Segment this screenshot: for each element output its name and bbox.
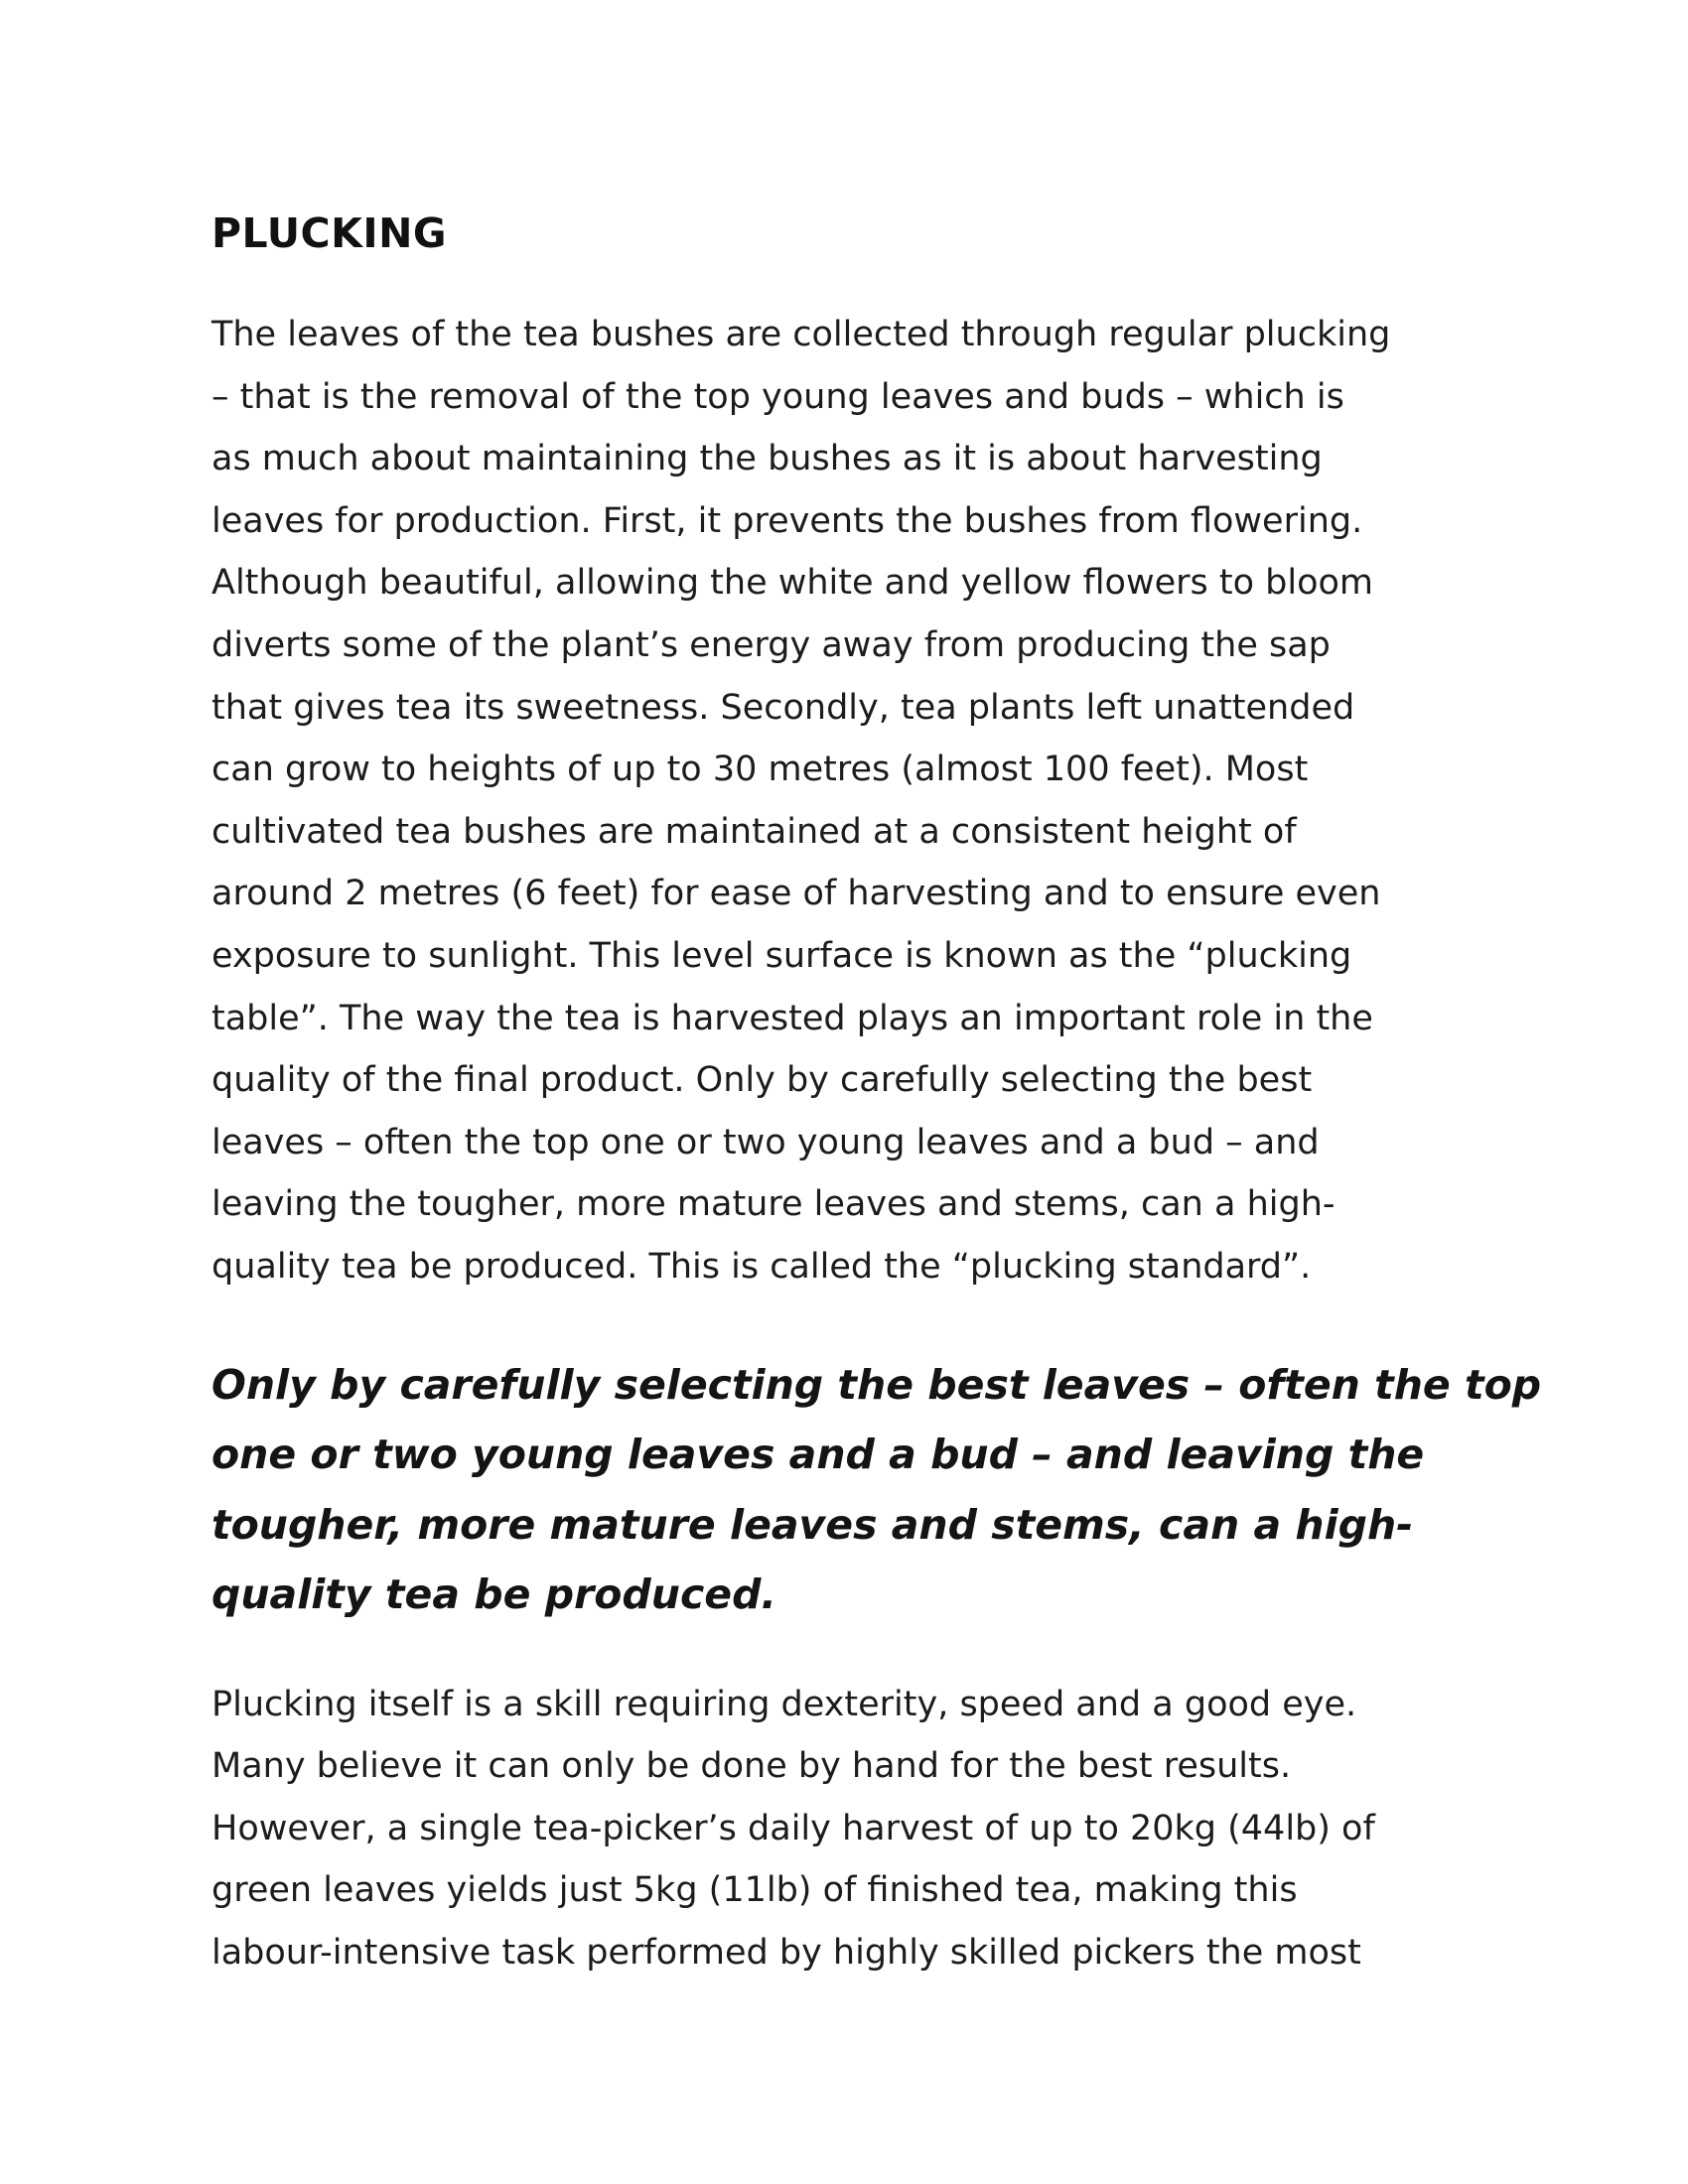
text-line: The leaves of the tea bushes are collected through regular plucking [211, 315, 1391, 354]
text-line: table”. The way the tea is harvested plays an important role in the [211, 998, 1373, 1038]
pull-quote [211, 1350, 1542, 1630]
text-line: around 2 metres (6 feet) for ease of harvesting and to ensure even [211, 874, 1381, 914]
text-line: green leaves yields just 5kg (11lb) of finished tea, making this [211, 1870, 1298, 1911]
quote-line: one or two young leaves and a bud – and leaving the [211, 1431, 1425, 1478]
text-line: leaving the tougher, more mature leaves and stems, can a high- [211, 1184, 1336, 1225]
text-line: Plucking itself is a skill requiring dexterity, speed and a good eye. [211, 1684, 1357, 1724]
body-paragraph-1 [211, 304, 1492, 1298]
text-line: cultivated tea bushes are maintained at a consistent height of [211, 811, 1297, 852]
text-line: can grow to heights of up to 30 metres (almost 100 feet). Most [211, 750, 1309, 790]
text-line: exposure to sunlight. This level surface is known as the “plucking [211, 935, 1352, 976]
text-line: as much about maintaining the bushes as it is about harvesting [211, 439, 1323, 479]
quote-line: tougher, more mature leaves and stems, can a high- [211, 1500, 1414, 1549]
text-line: quality of the final product. Only by carefully selecting the best [211, 1060, 1313, 1101]
document-page [211, 199, 1542, 1983]
text-line: labour-intensive task performed by highly skilled pickers the most [211, 1932, 1361, 1973]
text-line: leaves for production. First, it prevents the bushes from flowering. [211, 500, 1363, 541]
text-line: leaves – often the top one or two young leaves and a bud – and [211, 1122, 1320, 1162]
text-line: However, a single tea-picker’s daily harvest of up to 20kg (44lb) of [211, 1808, 1375, 1848]
body-paragraph-2 [211, 1674, 1492, 1984]
text-line: diverts some of the plant’s energy away from producing the sap [211, 624, 1331, 665]
quote-line: quality tea be produced. [211, 1570, 776, 1618]
text-line: Although beautiful, allowing the white and yellow flowers to bloom [211, 563, 1373, 604]
text-line: quality tea be produced. This is called the “plucking standard”. [211, 1246, 1312, 1287]
text-line: – that is the removal of the top young leaves and buds – which is [211, 376, 1344, 417]
text-line: that gives tea its sweetness. Secondly, tea plants left unattended [211, 687, 1355, 728]
section-heading: PLUCKING [211, 209, 448, 257]
quote-line: Only by carefully selecting the best leaves – often the top [211, 1360, 1542, 1409]
text-line: Many believe it can only be done by hand for the best results. [211, 1746, 1292, 1787]
